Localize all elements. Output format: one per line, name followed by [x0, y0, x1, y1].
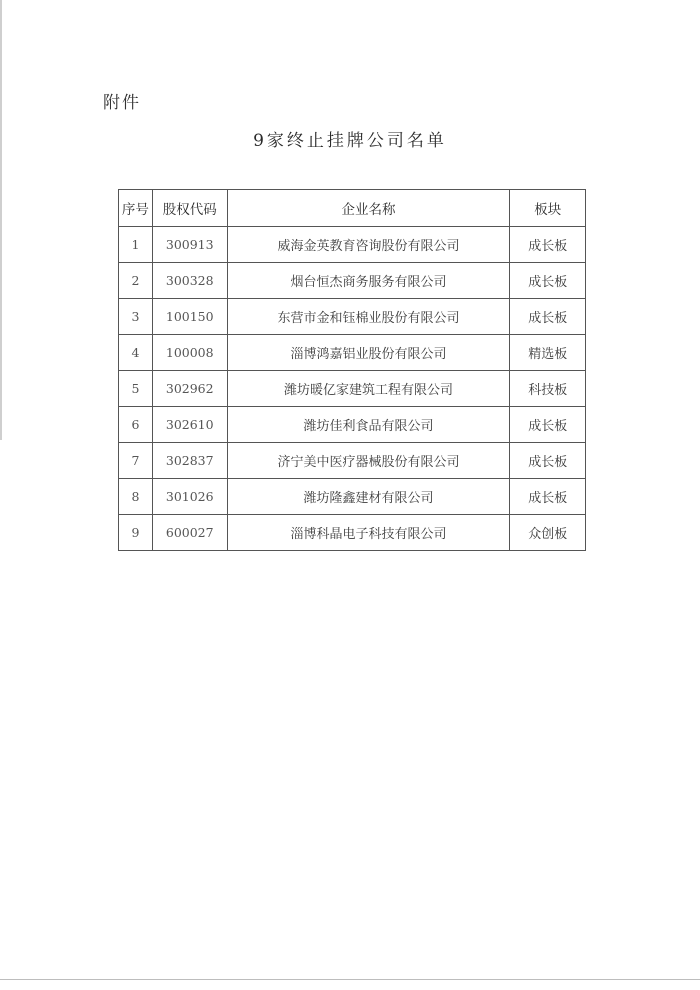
cell-board: 成长板 [510, 407, 586, 443]
cell-code: 302610 [152, 407, 227, 443]
table-row [119, 443, 586, 479]
scan-left-edge [0, 0, 2, 440]
cell-seq: 7 [119, 443, 153, 479]
cell-board: 众创板 [510, 515, 586, 551]
cell-code: 100008 [152, 335, 227, 371]
table-row [119, 371, 586, 407]
cell-board: 成长板 [510, 479, 586, 515]
table-row [119, 227, 586, 263]
cell-board: 成长板 [510, 227, 586, 263]
cell-board: 成长板 [510, 443, 586, 479]
cell-name: 淄博鸿嘉铝业股份有限公司 [227, 335, 510, 371]
header-name: 企业名称 [227, 190, 510, 227]
table-row [119, 335, 586, 371]
table-row [119, 479, 586, 515]
cell-seq: 8 [119, 479, 153, 515]
cell-name: 济宁美中医疗器械股份有限公司 [227, 443, 510, 479]
cell-seq: 6 [119, 407, 153, 443]
cell-seq: 1 [119, 227, 153, 263]
document-title: 9家终止挂牌公司名单 [253, 131, 447, 151]
table-header-row [119, 190, 586, 227]
cell-code: 600027 [152, 515, 227, 551]
cell-seq: 3 [119, 299, 153, 335]
cell-name: 潍坊暖亿家建筑工程有限公司 [227, 371, 510, 407]
cell-name: 威海金英教育咨询股份有限公司 [227, 227, 510, 263]
attachment-label: 附件 [103, 93, 141, 113]
scan-bottom-edge [0, 979, 700, 980]
table-row [119, 299, 586, 335]
cell-seq: 9 [119, 515, 153, 551]
cell-seq: 4 [119, 335, 153, 371]
cell-code: 301026 [152, 479, 227, 515]
header-board: 板块 [510, 190, 586, 227]
cell-board: 精选板 [510, 335, 586, 371]
cell-name: 潍坊隆鑫建材有限公司 [227, 479, 510, 515]
cell-code: 300328 [152, 263, 227, 299]
cell-seq: 5 [119, 371, 153, 407]
cell-name: 烟台恒杰商务服务有限公司 [227, 263, 510, 299]
cell-name: 淄博科晶电子科技有限公司 [227, 515, 510, 551]
cell-seq: 2 [119, 263, 153, 299]
cell-code: 300913 [152, 227, 227, 263]
cell-name: 潍坊佳利食品有限公司 [227, 407, 510, 443]
cell-code: 302837 [152, 443, 227, 479]
table-row [119, 263, 586, 299]
cell-code: 100150 [152, 299, 227, 335]
cell-name: 东营市金和钰棉业股份有限公司 [227, 299, 510, 335]
header-code: 股权代码 [152, 190, 227, 227]
table-row [119, 407, 586, 443]
cell-code: 302962 [152, 371, 227, 407]
table-row [119, 515, 586, 551]
header-seq: 序号 [119, 190, 153, 227]
company-table [118, 189, 586, 551]
cell-board: 成长板 [510, 263, 586, 299]
cell-board: 科技板 [510, 371, 586, 407]
cell-board: 成长板 [510, 299, 586, 335]
